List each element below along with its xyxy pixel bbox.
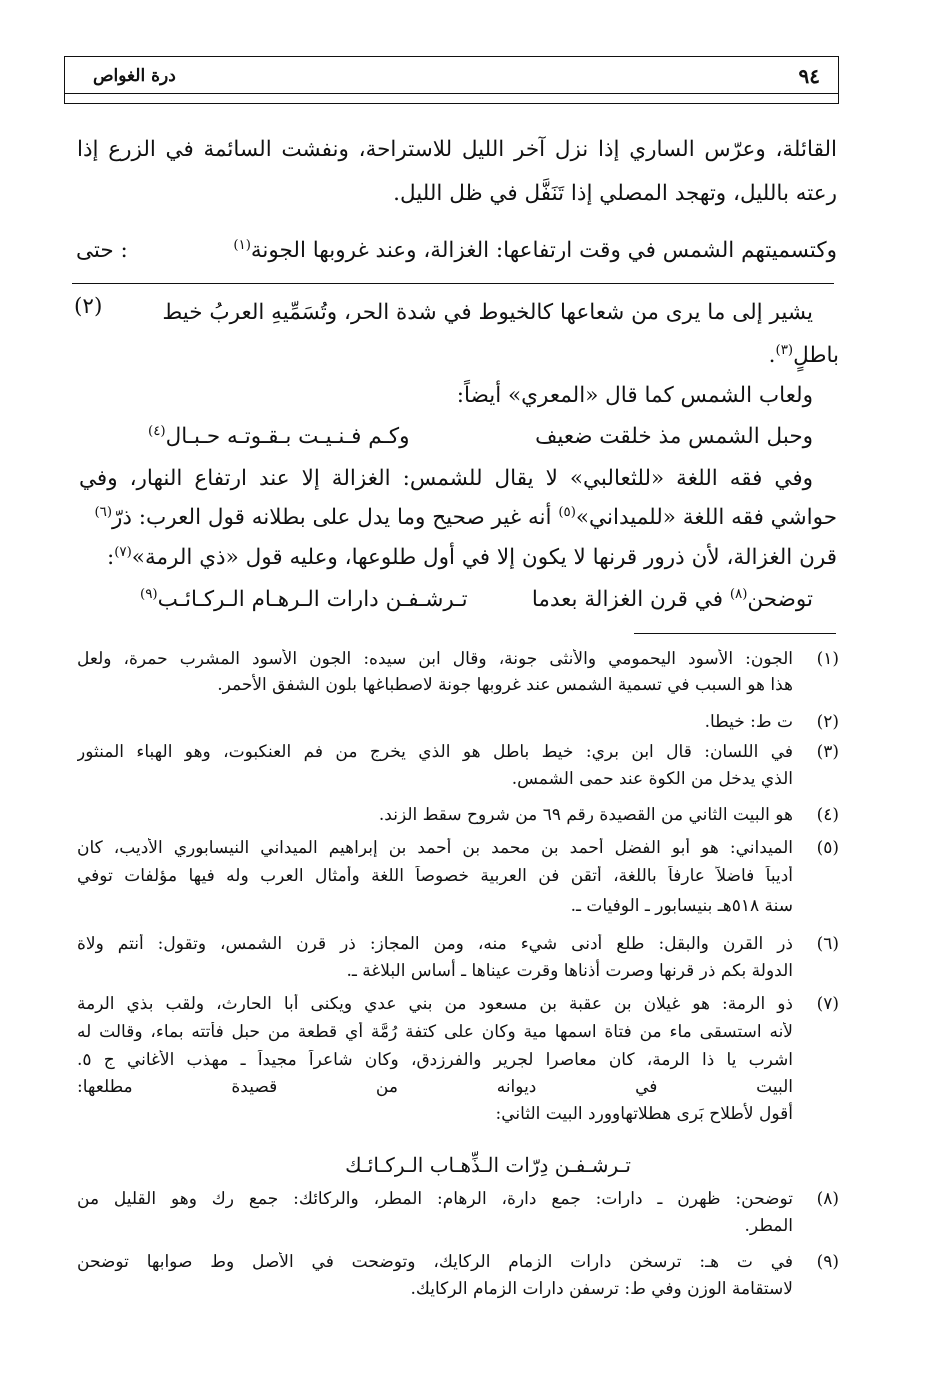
- body-line: رعته بالليل، وتهجد المصلي إذا تَنَفَّل في ظل الليل.: [393, 181, 837, 206]
- body-line: [769, 343, 839, 368]
- footnote-line: توضحن: ظهرن ـ دارات: جمع دارة، الرهام: المطر، والركائك: جمع رك وهو القليل من: [77, 1189, 793, 1209]
- running-title: درة الغواص: [93, 66, 176, 86]
- footnote-number: (٦): [816, 934, 839, 954]
- body-text: وكـم فـنـيـت بـقـوتـه حـبـال: [165, 424, 410, 449]
- footnote-number: (٢): [816, 712, 839, 732]
- footnote-ref: (١): [233, 237, 251, 253]
- verse-hemistich-left: [148, 424, 410, 449]
- footnote-number: (٩): [816, 1252, 839, 1272]
- page-number: ٩٤: [798, 64, 820, 88]
- footnote-number: (١): [816, 649, 839, 669]
- footnote-line: ت ط: خيطا.: [704, 712, 793, 732]
- footnote-line: في ت هـ: ترسخن دارات الزمام الركايك، وتوضحت في الأصل وط صوابها توضحن: [77, 1252, 793, 1272]
- footnote-number: (٧): [816, 994, 839, 1014]
- footnote-number: (٤): [816, 805, 839, 825]
- footnote-rule: [634, 633, 836, 634]
- footnote-line: الذي يدخل من الكوة عند حمى الشمس.: [511, 769, 793, 789]
- section-rule: [72, 283, 834, 284]
- footnote-line: أديباً فاضلاً عارفاً باللغة، أتقن فن العربية خصوصاً اللغة وأمثال العرب وله فيها مؤلفات توفي: [77, 866, 793, 886]
- body-line: [162, 300, 813, 325]
- footnote-line: أقول لأطلاح بَرى هطلاتهاوورد البيت الثاني:: [495, 1104, 793, 1124]
- body-text: في قرن الغزالة بعدما: [531, 587, 723, 612]
- footnote-ref: (٢): [74, 294, 103, 319]
- body-text: توضحن: [747, 587, 813, 612]
- body-line: ولعاب الشمس كما قال «المعري» أيضاً:: [456, 383, 813, 408]
- footnote-ref: (٧): [114, 544, 132, 560]
- body-text: أنه غير صحيح وما يدل على بطلانه قول العرب: ذرّ: [112, 505, 552, 530]
- footnote-line: الدولة بكم ذر قرنها وصرت أذناها وقرت عيناها ـ أساس البلاغة ـ.: [346, 961, 793, 981]
- footnote-ref: (٥): [558, 504, 576, 520]
- footnote-ref: (٩): [140, 586, 158, 602]
- body-line-end: : حتى: [76, 238, 128, 263]
- body-line: وفي فقه اللغة «للثعالبي» لا يقال للشمس: الغزالة إلا عند ارتفاع النهار، وفي: [79, 466, 813, 491]
- footnote-line: الجون: الأسود اليحمومي والأنثى جونة، وقال ابن سيده: الجون الأسود المشرب حمرة، ولعل: [77, 649, 793, 669]
- running-header: [64, 56, 839, 104]
- footnote-line: لاستقامة الوزن وفي ط: ترسفن دارات الزمام الركايك.: [410, 1279, 793, 1299]
- footnote-ref: (٦): [94, 504, 113, 520]
- footnote-line: في اللسان: قال ابن بري: خيط باطل هو الذي يخرج من فم العنكبوت، وهو الهباء المنثور: [77, 742, 793, 762]
- body-text: يشير إلى ما يرى من شعاعها كالخيوط في شدة الحر، وتُسَمِّيهِ العربُ خيط: [162, 300, 813, 325]
- footnote-line: هذا هو السبب في تسمية الشمس عند غروبها جونة لاصطباغها بلون الشفق الأحمر.: [217, 675, 793, 695]
- verse-hemistich-left: [140, 587, 468, 612]
- footnote-line: المطر.: [744, 1216, 793, 1236]
- body-text: حواشي فقه اللغة «للميداني»: [575, 505, 837, 530]
- footnote-line: تـرشـفـن دِرّات الـذِّهـاب الـركـائـك: [345, 1153, 631, 1177]
- body-line: [233, 238, 837, 263]
- footnote-line: الميداني: هو أبو الفضل أحمد بن محمد بن أحمد بن إبراهيم الميداني النيسابوري الأديب، كان: [77, 838, 793, 858]
- footnote-line: سنة ٥١٨هـ بنيسابور ـ الوفيات ـ.: [570, 896, 793, 916]
- footnote-number: (٥): [816, 838, 839, 858]
- footnote-line: اشرب يا ذا الرمة، كان معاصرا لجرير والفرزدق، وكان شاعراً مجيداً ـ مهذب الأغاني ج ٥.: [77, 1050, 793, 1070]
- body-text: .: [768, 343, 776, 368]
- footnote-line: هو البيت الثاني من القصيدة رقم ٦٩ من شروح سقط الزند.: [378, 805, 793, 825]
- footnote-line: البيت في ديوانه من قصيدة مطلعها:: [77, 1077, 793, 1097]
- body-text: وكتسميتهم الشمس في وقت ارتفاعها: الغزالة، وعند غروبها الجونة: [250, 238, 837, 263]
- verse-hemistich-right: [532, 587, 813, 612]
- footnote-line: ذر القرن والبقل: طلع أدنى شيء منه، ومن المجاز: ذر قرن الشمس، وتقول: أنتم ولاة: [77, 934, 793, 954]
- body-line: القائلة، وعرّس الساري إذا نزل آخر الليل للاستراحة، ونفشت السائمة في الزرع إذا: [77, 137, 837, 162]
- footnote-ref: (٨): [729, 586, 748, 602]
- footnote-number: (٨): [816, 1189, 839, 1209]
- footnote-line: ذو الرمة: هو غيلان بن عقبة بن مسعود من بني عدي ويكنى أبا الحارث، ولقب بذي الرمة: [77, 994, 793, 1014]
- footnote-line: لأنه استسقى ماء من فتاة اسمها مية وكان على كتفة رُمَّة أي قطعة من حبل فأتته بماء، وقالت له: [77, 1022, 793, 1042]
- body-text: :: [106, 545, 115, 570]
- body-text: قرن الغزالة، لأن ذرور قرنها لا يكون إلا في أول طلوعها، وعليه قول «ذي الرمة»: [131, 545, 837, 570]
- body-text: باطلٍ: [793, 343, 839, 368]
- footnote-ref: (٤): [148, 423, 166, 439]
- footnote-ref: (٣): [775, 342, 794, 358]
- footnote-number: (٣): [816, 742, 839, 762]
- verse-hemistich-right: وحبل الشمس مذ خلقت ضعيف: [535, 424, 813, 449]
- body-line: [94, 505, 837, 530]
- body-line: [107, 545, 837, 570]
- header-rule: [65, 93, 838, 94]
- body-text: تـرشـفـن دارات الـرهـام الـركـائـب: [157, 587, 468, 612]
